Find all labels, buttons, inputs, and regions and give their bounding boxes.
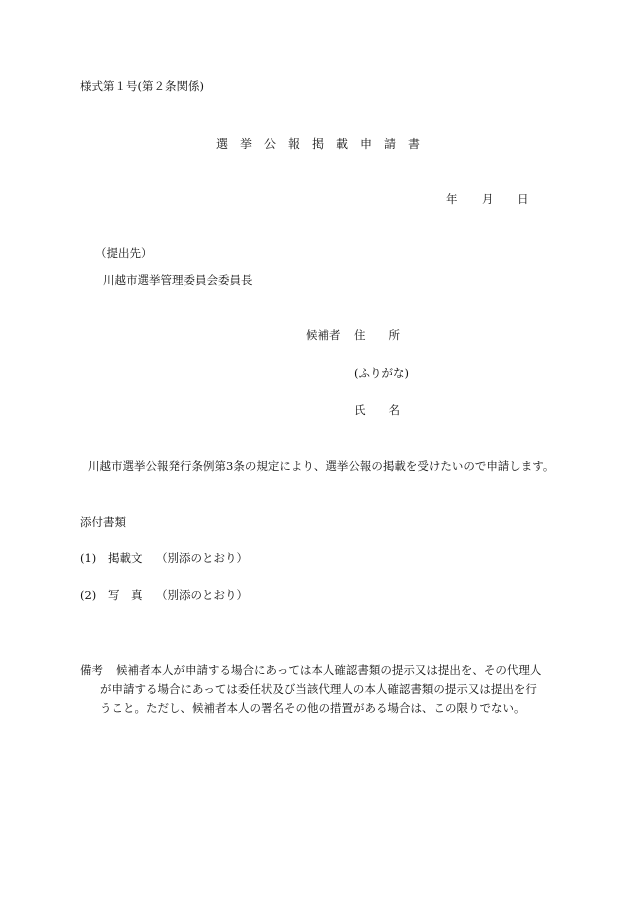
application-statement: 川越市選挙公報発行条例第3条の規定により、選挙公報の掲載を受けたいので申請します。 [88,459,555,473]
attachment-note: （別添のとおり） [156,551,248,565]
attachment-number: (2) [80,588,97,602]
address-label: 住 所 [354,328,400,342]
attachments-heading: 添付書類 [80,515,126,529]
attachment-item [80,590,248,602]
date-month-label: 月 [482,192,494,206]
attachment-name: 掲載文 [108,551,143,565]
recipient-heading: （提出先） [95,246,153,260]
remarks-line: 候補者本人が申請する場合にあっては本人確認書類の提示又は提出を、その代理人 [116,663,542,677]
attachment-item [80,553,248,565]
remarks-label: 備考 [80,663,103,677]
remarks-line: が申請する場合にあっては委任状及び当該代理人の本人確認書類の提示又は提出を行 [100,682,537,696]
candidate-label: 候補者 [306,328,341,342]
name-label: 氏 名 [354,403,400,417]
date-day-label: 日 [517,192,529,206]
recipient-name: 川越市選挙管理委員会委員長 [103,273,253,287]
furigana-label: (ふりがな) [354,366,409,380]
remarks-line: うこと。ただし、候補者本人の署名その他の措置がある場合は、この限りでない。 [100,701,526,715]
attachment-note: （別添のとおり） [156,588,248,602]
date-year-label: 年 [446,192,458,206]
attachment-number: (1) [80,551,97,565]
attachment-name: 写 真 [108,588,143,602]
document-title: 選挙公報掲載申請書 [216,137,433,151]
form-number: 様式第１号(第２条関係) [80,79,204,93]
